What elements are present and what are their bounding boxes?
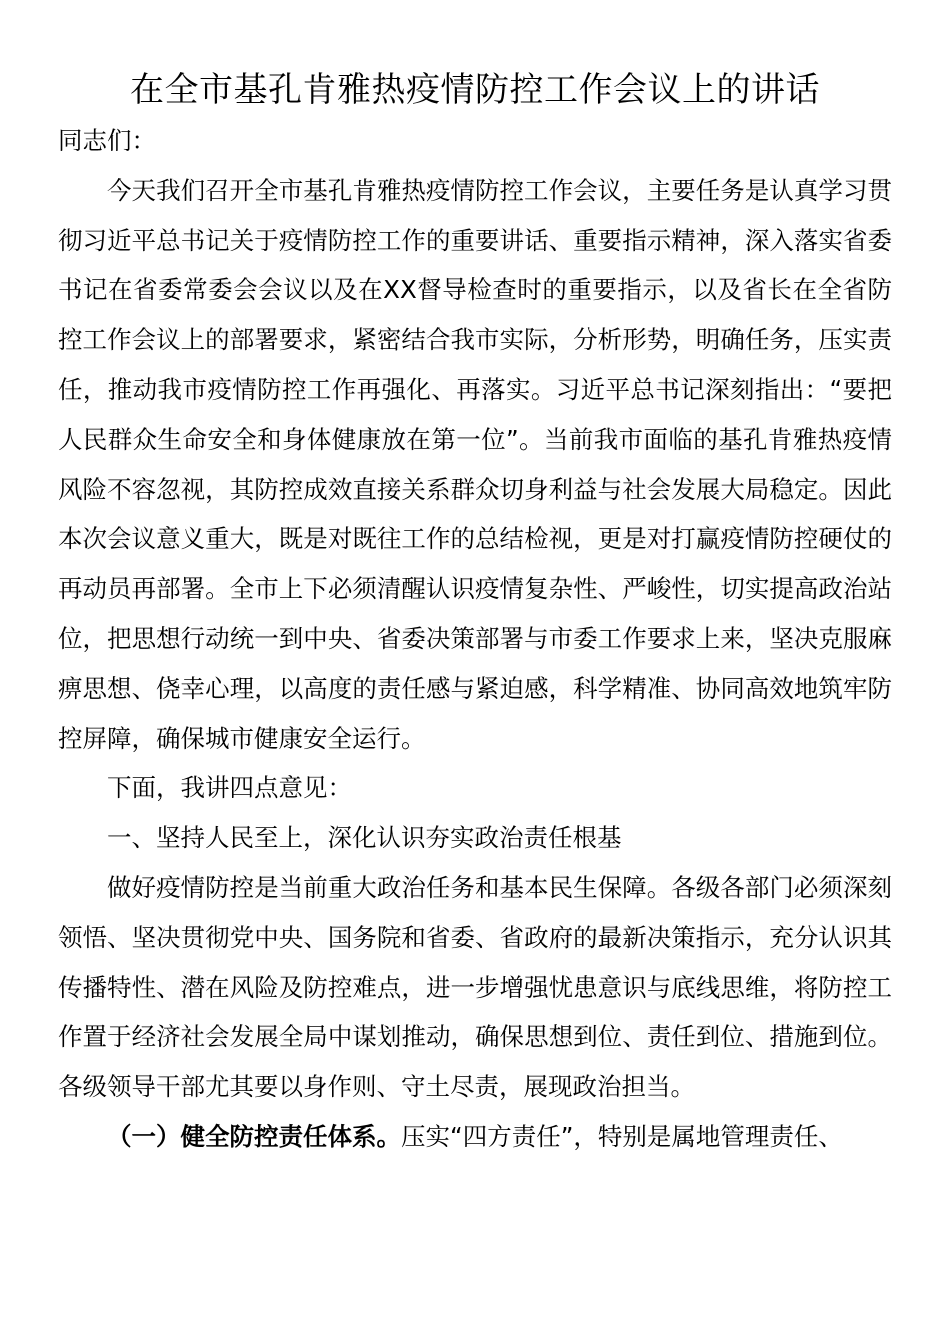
document-body	[58, 116, 892, 1162]
transition-sentence: 下面，我讲四点意见：	[107, 773, 352, 803]
intro-paragraph: 今天我们召开全市基孔肯雅热疫情防控工作会议，主要任务是认真学习贯彻习近平总书记关于疫情防控工作的重要讲话、重要指示精神，深入落实省委书记在省委常委会会议以及在XX督导检查时的重要指示，以及省长在全省防控工作会议上的部署要求，紧密结合我市实际，分析形势，明确任务，压实责任，推动我市疫情防控工作再强化、再落实。习近平总书记深刻指出：“要把人民群众生命安全和身体健康放在第一位”。当前我市面临的基孔肯雅热疫情风险不容忽视，其防控成效直接关系群众切身利益与社会发展大局稳定。因此本次会议意义重大，既是对既往工作的总结检视，更是对打赢疫情防控硬仗的再动员再部署。全市上下必须清醒认识疫情复杂性、严峻性，切实提高政治站位，把思想行动统一到中央、省委决策部署与市委工作要求上来，坚决克服麻痹思想、侥幸心理，以高度的责任感与紧迫感，科学精准、协同高效地筑牢防控屏障，确保城市健康安全运行。	[58, 175, 892, 753]
section-paragraph: 做好疫情防控是当前重大政治任务和基本民生保障。各级各部门必须深刻领悟、坚决贯彻党中央、国务院和省委、省政府的最新决策指示，充分认识其传播特性、潜在风险及防控难点，进一步增强忧患意识与底线思维，将防控工作置于经济社会发展全局中谋划推动，确保思想到位、责任到位、措施到位。各级领导干部尤其要以身作则、守土尽责，展现政治担当。	[58, 872, 892, 1102]
subsection-text: 压实“四方责任”，特别是属地管理责任、	[401, 1121, 843, 1151]
subsection-paragraph	[58, 1112, 892, 1162]
salutation: 同志们：	[58, 126, 156, 155]
subsection-heading: （一）健全防控责任体系。	[107, 1121, 401, 1151]
section-heading: 一、坚持人民至上，深化认识夯实政治责任根基	[107, 823, 622, 853]
document-title: 在全市基孔肯雅热疫情防控工作会议上的讲话	[130, 70, 820, 110]
